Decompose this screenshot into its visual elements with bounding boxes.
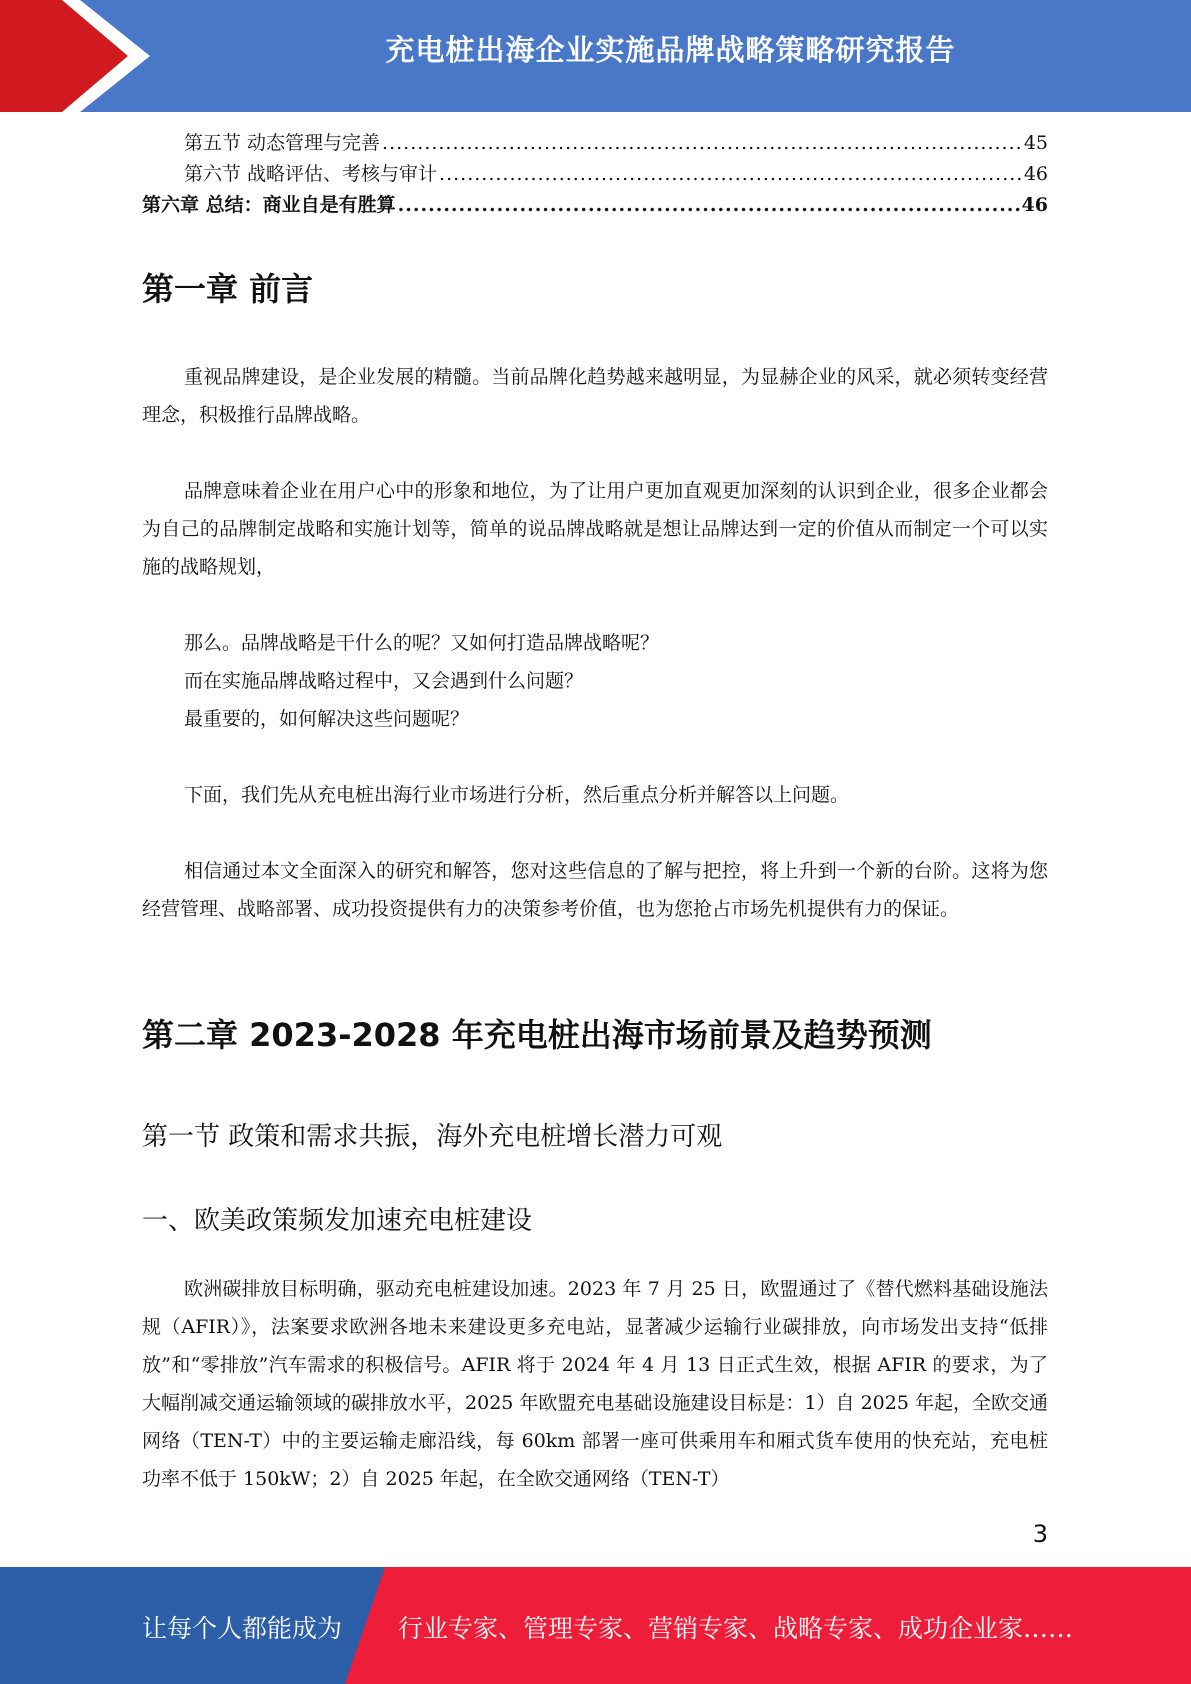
report-title: 充电桩出海企业实施品牌战略策略研究报告 <box>385 33 956 67</box>
chapter-2-paragraph: 欧洲碳排放目标明确，驱动充电桩建设加速。2023 年 7 月 25 日，欧盟通过了《替代燃料基础设施法规（AFIR）》，法案要求欧洲各地未来建设更多充电站，显著减少运输行业碳排放，向市场发出支持“低排放”和“零排放”汽车需求的积极信号。AFIR 将于 2024 年 4 月 13 日正式生效，根据 AFIR 的要求，为了大幅削减交通运输领域的碳排放水平，2025 年欧盟充电基础设施建设目标是：1）自 2025 年起，全欧交通网络（TEN-T）中的主要运输走廊沿线，每 60km 部署一座可供乘用车和厢式货车使用的快充站，充电桩功率不低于 150kW；2）自 2025 年起，在全欧交通网络（TEN-T） <box>142 1278 1048 1490</box>
question-line-1: 那么。品牌战略是干什么的呢？又如何打造品牌战略呢？ <box>184 632 660 654</box>
footer-slogan-left: 让每个人都能成为 <box>142 1614 343 1643</box>
page-header <box>0 0 1191 112</box>
page-number: 3 <box>1032 1520 1048 1548</box>
toc-entry-chapter[interactable] <box>142 190 1048 221</box>
chapter-1-paragraph-3: 下面，我们先从充电桩出海行业市场进行分析，然后重点分析并解答以上问题。 <box>184 784 850 806</box>
section-heading: 第一节 政策和需求共振，海外充电桩增长潜力可观 <box>142 1122 723 1152</box>
page-footer <box>0 1567 1191 1684</box>
toc-entry[interactable] <box>142 159 1048 190</box>
footer-slogan-right: 行业专家、管理专家、营销专家、战略专家、成功企业家…… <box>398 1614 1074 1643</box>
chapter-2-heading: 第二章 2023-2028 年充电桩出海市场前景及趋势预测 <box>142 1016 932 1054</box>
toc-entry-page: 46 <box>1021 194 1048 216</box>
chapter-1-paragraph-4: 相信通过本文全面深入的研究和解答，您对这些信息的了解与把控，将上升到一个新的台阶。这将为您经营管理、战略部署、成功投资提供有力的决策参考价值，也为您抢占市场先机提供有力的保证。 <box>142 860 1048 920</box>
toc-leader-dots <box>439 159 1022 190</box>
header-red-arrow <box>0 0 150 112</box>
question-line-3: 最重要的，如何解决这些问题呢？ <box>184 708 470 730</box>
question-line-2: 而在实施品牌战略过程中，又会遇到什么问题？ <box>184 670 584 692</box>
chapter-1-paragraph-2: 品牌意味着企业在用户心中的形象和地位，为了让用户更加直观更加深刻的认识到企业，很多企业都会为自己的品牌制定战略和实施计划等，简单的说品牌战略就是想让品牌达到一定的价值从而制定一个可以实施的战略规划， <box>142 480 1048 578</box>
toc-entry-page: 46 <box>1023 163 1048 185</box>
toc-leader-dots <box>398 190 1020 221</box>
toc-leader-dots <box>382 128 1022 159</box>
toc-entry-title: 第五节 动态管理与完善 <box>184 132 381 154</box>
toc-entry-title: 第六节 战略评估、考核与审计 <box>184 163 438 185</box>
subsection-heading: 一、欧美政策频发加速充电桩建设 <box>142 1206 533 1236</box>
chapter-1-heading: 第一章 前言 <box>142 270 314 308</box>
toc-entry[interactable] <box>142 128 1048 159</box>
chapter-1-paragraph-1: 重视品牌建设，是企业发展的精髓。当前品牌化趋势越来越明显，为显赫企业的风采，就必须转变经营理念，积极推行品牌战略。 <box>142 366 1048 426</box>
table-of-contents <box>142 128 1048 221</box>
toc-entry-title: 第六章 总结：商业自是有胜算 <box>142 194 396 216</box>
toc-entry-page: 45 <box>1023 132 1048 154</box>
